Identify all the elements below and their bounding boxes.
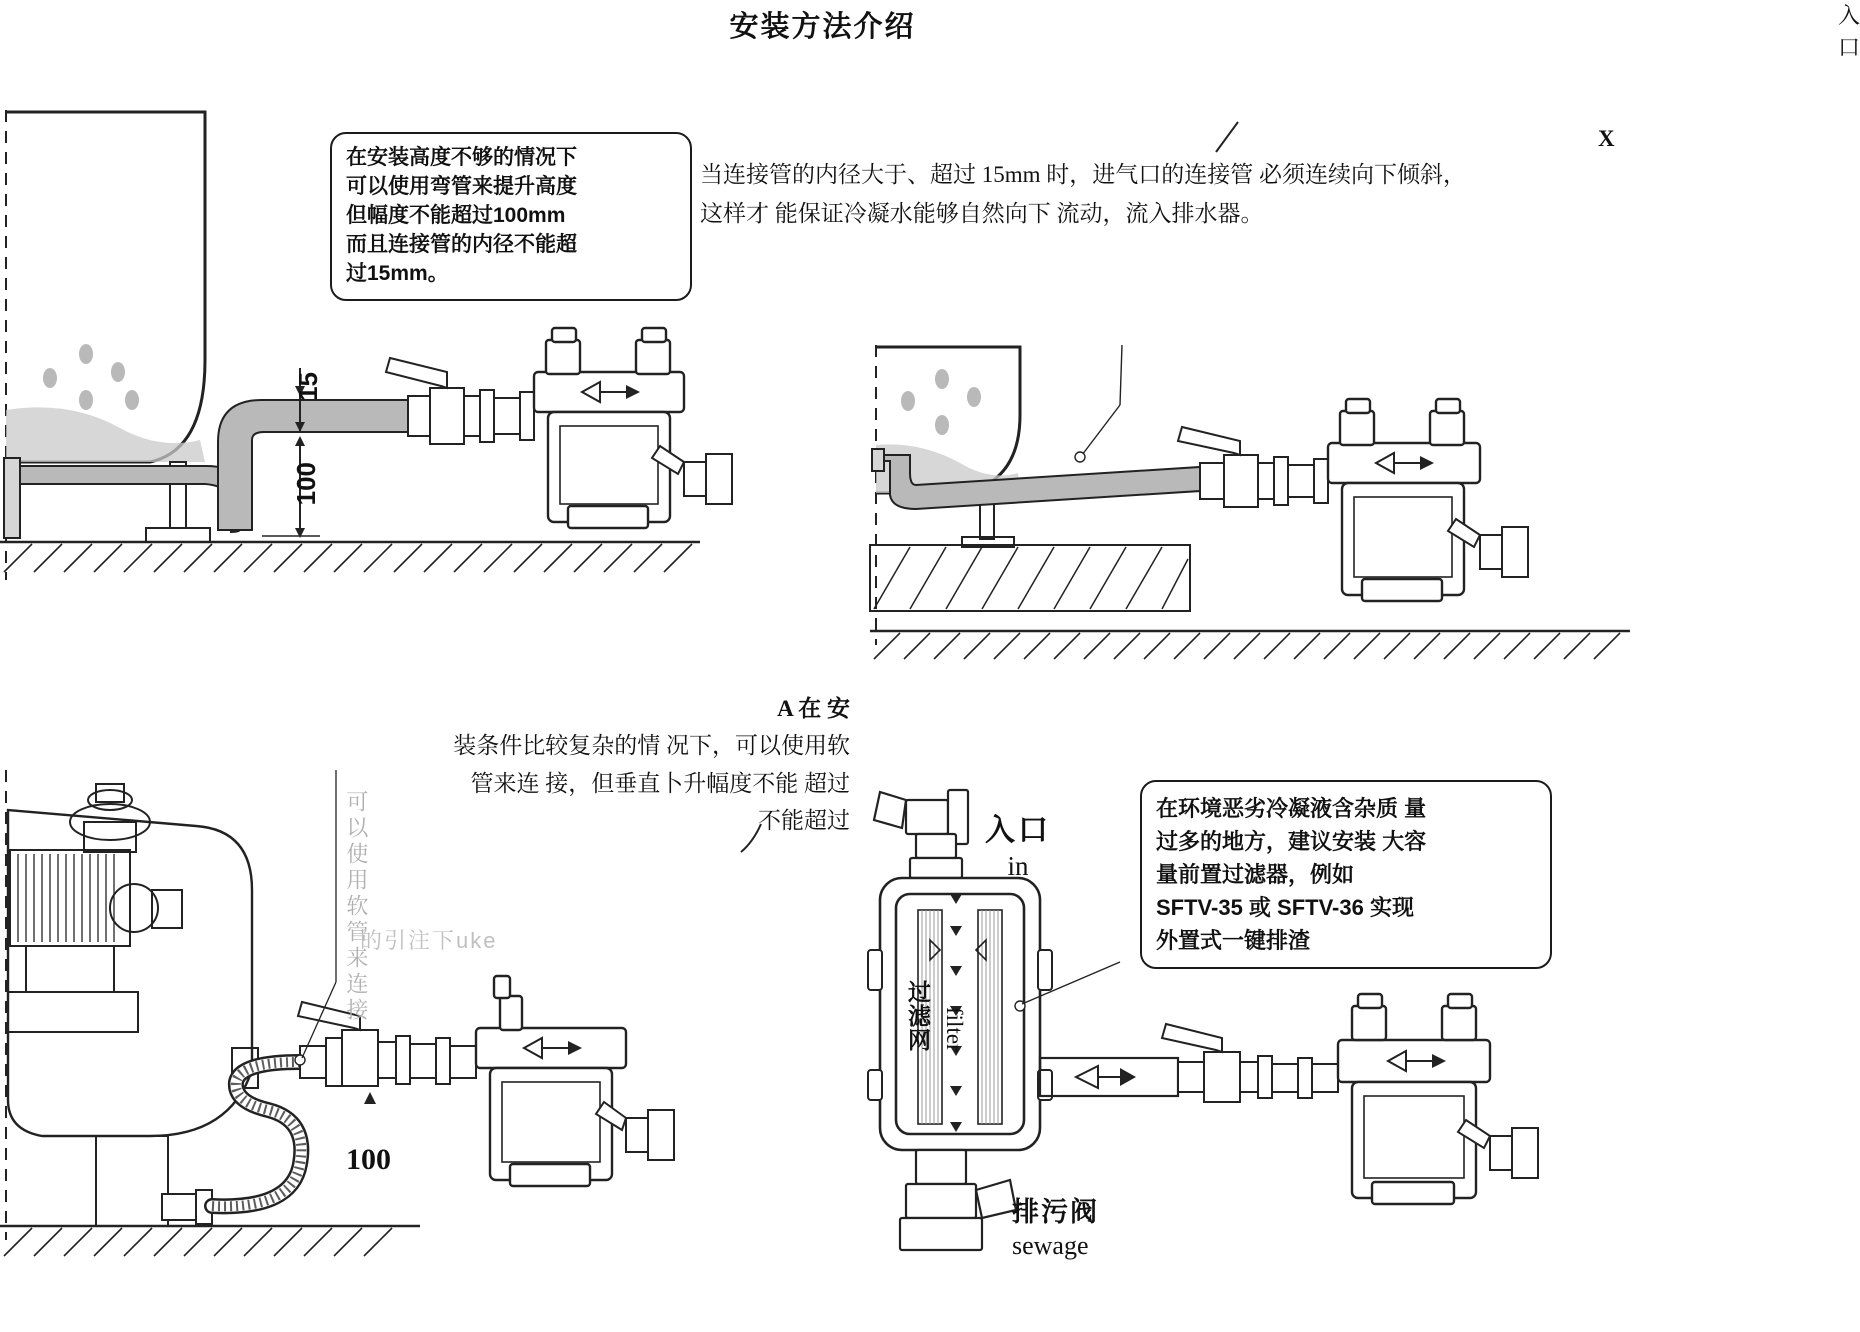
callout-br-line-1: 在环境恶劣冷凝液含杂质 量: [1156, 796, 1427, 821]
inlet-label-group: [985, 805, 1051, 882]
callout-br-line-2: 过多的地方，建议安装 大容: [1156, 829, 1427, 854]
top-right-drawing: [870, 345, 1630, 665]
callout-line-3: 但幅度不能超过100mm: [346, 203, 566, 227]
callout-line-2: 可以使用弯管来提升高度: [346, 174, 577, 198]
note-bottom-left-line-2: 装条件比较复杂的情 况下，可以使用软: [453, 733, 850, 759]
note-bottom-left-line-3: 管来连 接，但垂直卜升幅度不能 超过: [470, 770, 850, 796]
sewage-label-group: [1012, 1190, 1099, 1261]
sewage-label-en: sewage: [1012, 1231, 1089, 1260]
callout-line-1: 在安装高度不够的情况下: [346, 146, 577, 169]
callout-line-4: 而且连接管的内径不能超: [346, 232, 577, 256]
inlet-label-cn: 入口: [985, 814, 1051, 847]
callout-br-line-4: SFTV-35 或 SFTV-36 实现: [1156, 895, 1414, 920]
note-bottom-left-line-4: 不能超过: [758, 807, 850, 833]
callout-line-5: 过15mm。: [346, 261, 449, 285]
mark-x: X: [1598, 126, 1615, 151]
note-top-right-line-1: 当连接管的内径大于、超过 15mm 时，进气口的连接管 必须连续向下倾斜，: [700, 162, 1467, 187]
dimension-100: 100: [291, 462, 321, 506]
filter-label-cn: 过滤网: [905, 980, 931, 1052]
faint-note-vertical: 可以使用软管来连接: [343, 790, 369, 1024]
dimension-100-bottom: 100: [346, 1143, 391, 1176]
panel-top-right: [870, 345, 1630, 665]
callout-br-line-3: 量前置过滤器，例如: [1156, 862, 1355, 887]
note-top-right-line-2: 这样才 能保证冷凝水能够自然向下 流动，流入排水器。: [700, 201, 1264, 227]
page-title: 安装方法介绍: [729, 11, 916, 43]
filter-label-en: filter: [942, 1007, 967, 1052]
inlet-label-en: in: [1007, 851, 1029, 881]
label-inlet-cn: 入口: [1838, 3, 1860, 60]
dimension-15: 15: [293, 372, 323, 401]
sewage-label-cn: 排污阀: [1012, 1197, 1099, 1227]
callout-bottom-right: [1140, 780, 1552, 969]
filter-label-group: [902, 980, 967, 1057]
faint-note-horizontal: 的引注下uke: [360, 928, 498, 953]
note-bottom-left-line-1: A 在 安: [777, 696, 850, 721]
callout-top-left: [330, 132, 692, 301]
stroke-mark-bottom-left: [735, 820, 775, 860]
slash-mark: [1210, 118, 1250, 158]
callout-br-line-5: 外置式一键排渣: [1156, 928, 1311, 953]
note-top-right: [700, 155, 1640, 233]
